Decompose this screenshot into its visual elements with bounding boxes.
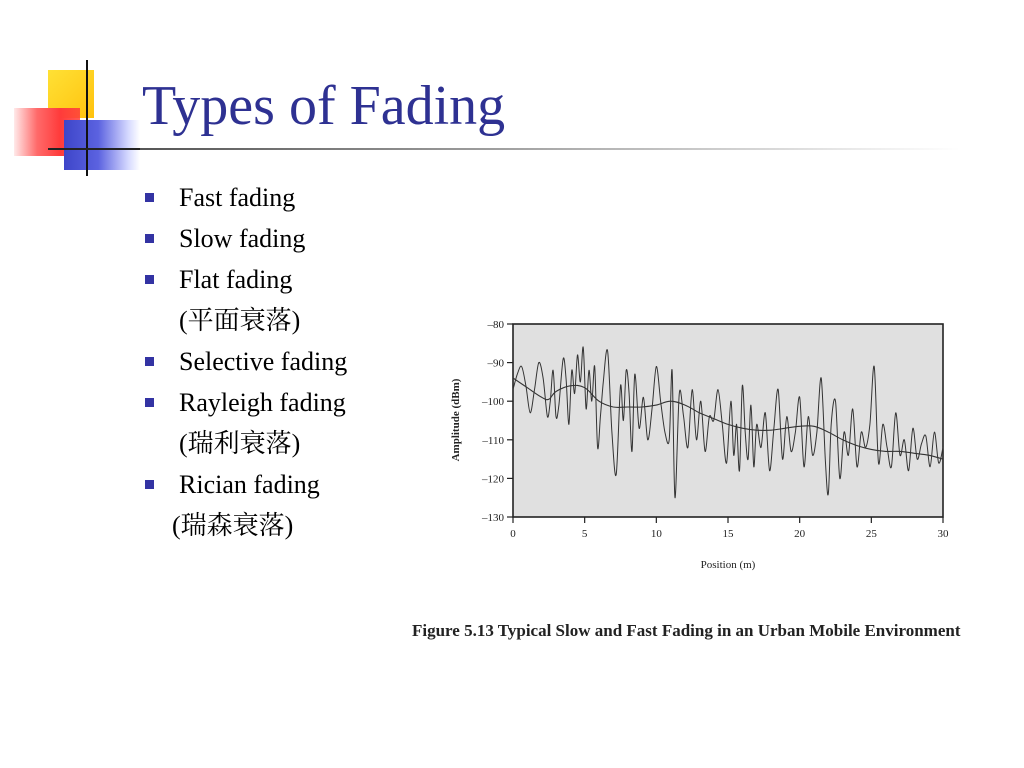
y-tick-label: –120: [482, 473, 504, 486]
bullet-icon: [145, 234, 154, 243]
list-item: [142, 467, 347, 508]
list-item-text: Selective fading: [179, 347, 348, 376]
figure-caption: Figure 5.13 Typical Slow and Fast Fading in an Urban Mobile Environment: [412, 621, 961, 640]
list-item-subtext: [142, 426, 347, 467]
bullet-icon: [145, 193, 154, 202]
plot-area: [513, 324, 943, 517]
bullet-icon: [145, 398, 154, 407]
list-item: [142, 344, 347, 385]
list-item-text: Flat fading: [179, 265, 293, 294]
list-item-subtext: [142, 508, 347, 549]
x-tick-label: 30: [937, 528, 949, 540]
list-item-text: (平面衰落): [179, 306, 301, 335]
list-item-text: (瑞利衰落): [179, 429, 301, 458]
bullet-icon: [145, 480, 154, 489]
fading-chart: [440, 310, 1000, 640]
y-tick-label: –100: [482, 396, 504, 409]
list-item-text: Rician fading: [179, 470, 320, 499]
list-item-text: Slow fading: [179, 224, 306, 253]
y-tick-label: –130: [482, 512, 504, 524]
x-tick-label: 15: [722, 528, 734, 540]
decor-vertical-line: [86, 60, 88, 176]
list-item-text: (瑞森衰落): [172, 511, 294, 540]
list-item: [142, 221, 347, 262]
x-tick-label: 20: [794, 528, 806, 540]
page-title: Types of Fading: [142, 75, 506, 137]
list-item-text: Rayleigh fading: [179, 388, 346, 417]
list-item: [142, 180, 347, 221]
y-tick-label: –110: [482, 434, 504, 447]
bullet-icon: [145, 275, 154, 284]
list-item-text: Fast fading: [179, 183, 296, 212]
title-underline: [140, 148, 960, 150]
list-item: [142, 385, 347, 426]
y-axis-label: Amplitude (dBm): [450, 378, 462, 462]
bullet-list: [142, 180, 347, 549]
x-tick-label: 0: [510, 528, 516, 540]
bullet-icon: [145, 357, 154, 366]
x-tick-label: 5: [581, 528, 588, 540]
y-tick-label: –90: [487, 357, 504, 370]
list-item-subtext: [142, 303, 347, 344]
list-item: [142, 262, 347, 303]
y-tick-label: –80: [487, 319, 504, 331]
decor-blue-square: [64, 120, 140, 170]
x-tick-label: 25: [865, 528, 877, 540]
x-axis-label: Position (m): [700, 559, 756, 571]
decor-horizontal-line: [48, 148, 140, 150]
x-tick-label: 10: [650, 528, 662, 540]
